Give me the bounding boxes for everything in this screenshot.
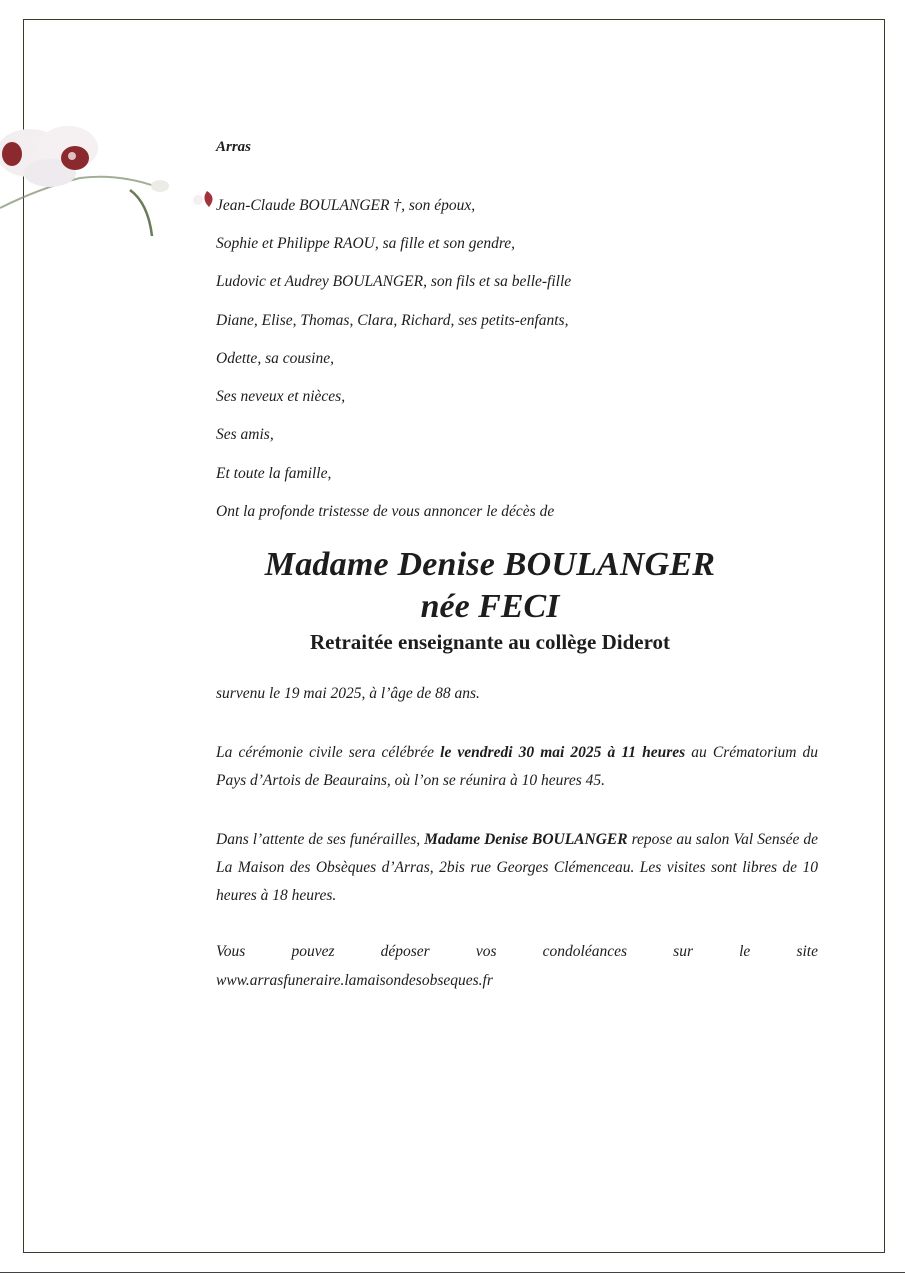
family-line: Jean-Claude BOULANGER †, son époux, [216,197,476,214]
family-line: Odette, sa cousine, [216,350,334,367]
condolences-word: le [739,943,751,960]
announcement-line: Ont la profonde tristesse de vous annoncer le décès de [216,503,555,520]
condolences-word: Vous [216,943,246,960]
condolences-word: vos [475,943,497,960]
city-label: Arras [216,139,252,155]
repose-paragraph [216,826,818,910]
ceremony-date: le vendredi 30 mai 2025 à 11 heures [440,744,686,761]
family-line: Et toute la famille, [216,465,332,482]
orchid-flower-icon [0,118,215,253]
ceremony-text-after: au Crématorium du Pays d’Artois de Beaurains, où l’on se réunira à 10 heures 45. [216,744,818,789]
family-line: Diane, Elise, Thomas, Clara, Richard, ses petits-enfants, [216,312,569,329]
death-info: survenu le 19 mai 2025, à l’âge de 88 ans. [216,685,480,702]
deceased-name: Madame Denise BOULANGER [264,546,716,583]
repose-text-before: Dans l’attente de ses funérailles, [216,831,425,848]
website-link[interactable]: www.arrasfuneraire.lamaisondesobseques.fr [216,972,493,989]
maiden-name: née FECI [420,588,560,625]
family-line: Sophie et Philippe RAOU, sa fille et son gendre, [216,235,516,252]
condolences-word: site [796,943,818,960]
condolences-word: condoléances [542,943,628,960]
bottom-divider [0,1272,905,1273]
condolences-word: pouvez [291,943,335,960]
profession: Retraitée enseignante au collège Diderot [309,630,670,654]
repose-text-after: repose au salon Val Sensée de La Maison des Obsèques d’Arras, 2bis rue Georges Clémenceau. Les visites sont libres de 10 heures à 18 heures. [216,831,818,904]
family-line: Ses neveux et nièces, [216,388,346,405]
ceremony-text-before: La cérémonie civile sera célébrée [216,744,441,761]
condolences-word: sur [673,943,693,960]
repose-name: Madame Denise BOULANGER [424,831,628,848]
condolences-line [216,943,818,961]
ceremony-paragraph [216,739,818,795]
family-line: Ses amis, [216,426,274,443]
condolences-word: déposer [380,943,430,960]
family-line: Ludovic et Audrey BOULANGER, son fils et sa belle-fille [216,273,572,290]
